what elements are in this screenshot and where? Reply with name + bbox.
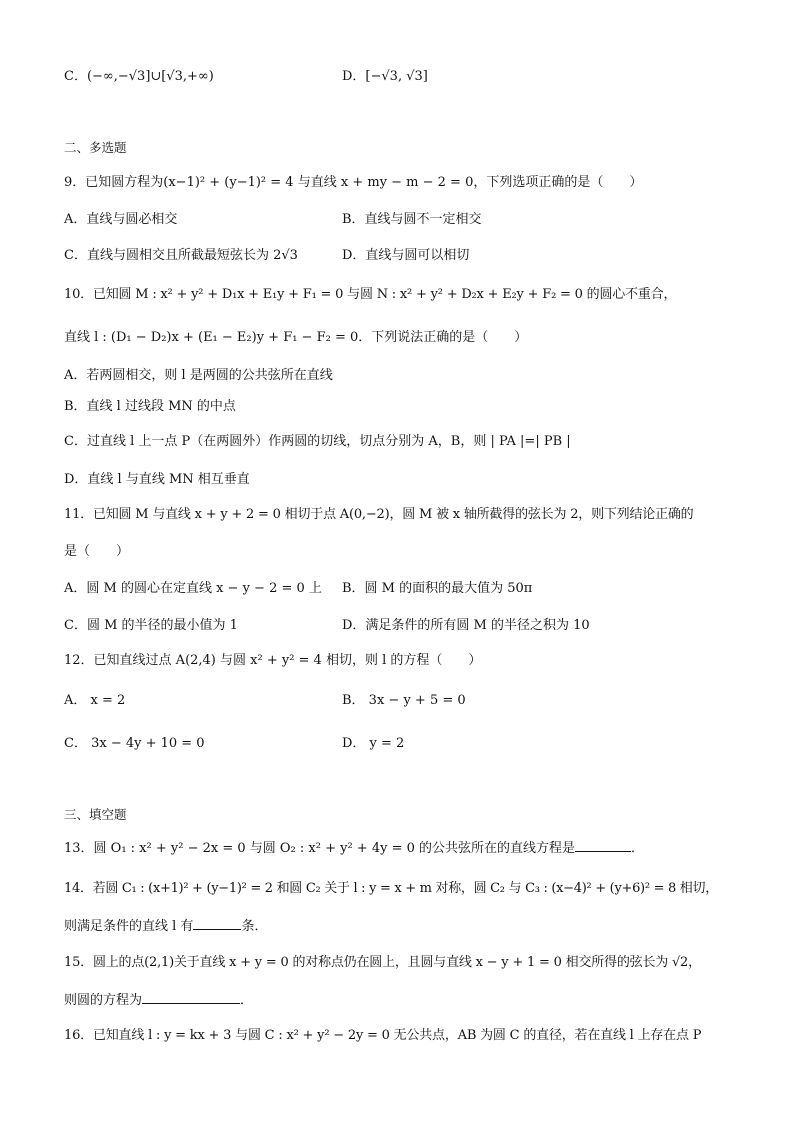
q13-line [64,839,644,858]
q14-stem-line1: 14．若圆 C₁ : (x+1)² + (y−1)² = 2 和圆 C₂ 关于 l : y = x + m 对称，圆 C₂ 与 C₃ : (x−4)² + (y+6)² = 8 相切， [64,881,718,896]
q15-answer-blank[interactable] [142,991,240,1004]
section-2-title: 二、多选题 [64,140,127,155]
q12-option-b: B． 3x − y + 5 = 0 [342,693,466,708]
q16-stem: 16．已知直线 l : y = kx + 3 与圆 C : x² + y² − 2y = 0 无公共点，AB 为圆 C 的直径，若在直线 l 上存在点 P [64,1028,702,1043]
q9-option-c: C．直线与圆相交且所截最短弦长为 2√3 [64,248,298,263]
q10-stem-line2: 直线 l : (D₁ − D₂)x + (E₁ − E₂)y + F₁ − F₂ = 0．下列说法正确的是（ ） [64,330,528,345]
q11-option-d: D．满足条件的所有圆 M 的半径之积为 10 [342,618,590,633]
q9-option-a: A．直线与圆必相交 [64,212,178,227]
q11-stem-line2: 是（ ） [64,544,130,559]
q15-stem-line2a: 则圆的方程为 [64,993,143,1008]
q12-option-c: C． 3x − 4y + 10 = 0 [64,736,205,751]
q15-stem-line2b: ． [240,993,254,1008]
q9-option-b: B．直线与圆不一定相交 [342,212,482,227]
q15-stem-line1: 15．圆上的点(2,1)关于直线 x + y = 0 的对称点仍在圆上，且圆与直线 x − y + 1 = 0 相交所得的弦长为 √2， [64,955,701,970]
q12-stem: 12．已知直线过点 A(2,4) 与圆 x² + y² = 4 相切，则 l 的方程（ ） [64,653,482,668]
q13-answer-blank[interactable] [575,839,631,852]
q8-option-d: D．[−√3, √3] [342,69,428,84]
q15-line2 [64,991,253,1010]
q10-option-d: D．直线 l 与直线 MN 相互垂直 [64,472,250,487]
section-3-title: 三、填空题 [64,807,127,822]
q14-stem-line2a: 则满足条件的直线 l 有 [64,919,194,934]
q11-option-b: B．圆 M 的面积的最大值为 50π [342,581,533,596]
q14-stem-line2b: 条． [241,919,268,934]
q12-option-a: A． x = 2 [64,693,126,708]
q9-stem: 9．已知圆方程为(x−1)² + (y−1)² = 4 与直线 x + my − m − 2 = 0，下列选项正确的是（ ） [64,175,643,190]
q10-option-a: A．若两圆相交，则 l 是两圆的公共弦所在直线 [64,368,333,383]
q11-option-c: C．圆 M 的半径的最小值为 1 [64,618,238,633]
q10-stem-line1: 10．已知圆 M : x² + y² + D₁x + E₁y + F₁ = 0 与圆 N : x² + y² + D₂x + E₂y + F₂ = 0 的圆心不重合， [64,287,677,302]
q13-end: ． [631,841,645,856]
q8-option-c: C．(−∞,−√3]∪[√3,+∞) [64,69,214,84]
q10-option-c: C．过直线 l 上一点 P（在两圆外）作两圆的切线，切点分别为 A，B，则 | PA |=| PB | [64,434,571,449]
q11-option-a: A．圆 M 的圆心在定直线 x − y − 2 = 0 上 [64,581,322,596]
q13-stem: 13．圆 O₁ : x² + y² − 2x = 0 与圆 O₂ : x² + y² + 4y = 0 的公共弦所在的直线方程是 [64,841,575,856]
q12-option-d: D． y = 2 [342,736,405,751]
q14-answer-blank[interactable] [193,917,241,930]
q10-option-b: B．直线 l 过线段 MN 的中点 [64,399,236,414]
q14-line2 [64,917,267,936]
q11-stem-line1: 11．已知圆 M 与直线 x + y + 2 = 0 相切于点 A(0,−2)，圆 M 被 x 轴所截得的弦长为 2，则下列结论正确的 [64,507,694,522]
q9-option-d: D．直线与圆可以相切 [342,248,470,263]
